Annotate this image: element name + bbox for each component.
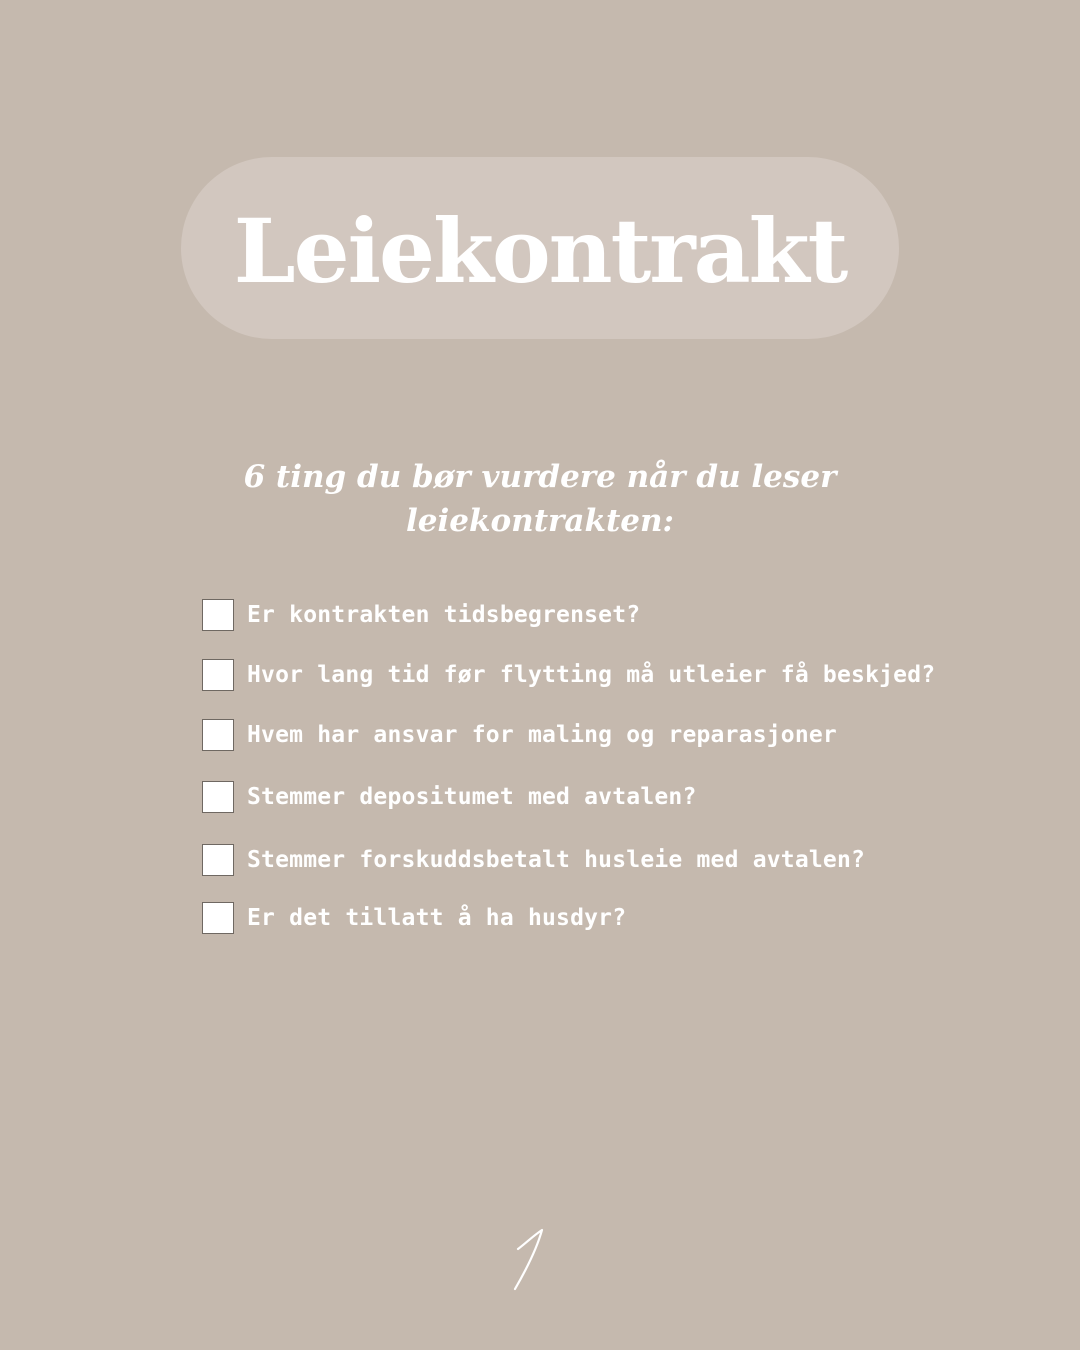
- checkbox[interactable]: [202, 844, 234, 876]
- checklist-item: [202, 717, 837, 753]
- checklist-item-label: Stemmer depositumet med avtalen?: [247, 784, 697, 810]
- subtitle-line-2: leiekontrakten:: [406, 503, 674, 539]
- checklist-item: [202, 657, 935, 693]
- checklist-item-label: Hvor lang tid før flytting må utleier få beskjed?: [247, 662, 936, 688]
- checkbox[interactable]: [202, 659, 234, 691]
- title-pill: [181, 157, 899, 339]
- checklist-item: [202, 597, 640, 633]
- checkbox[interactable]: [202, 599, 234, 631]
- checklist-item-label: Stemmer forskuddsbetalt husleie med avtalen?: [247, 847, 866, 873]
- checklist-item-label: Hvem har ansvar for maling og reparasjoner: [247, 722, 837, 748]
- checklist-item: [202, 779, 697, 815]
- checkbox[interactable]: [202, 781, 234, 813]
- page-number: [500, 1222, 560, 1294]
- checkbox[interactable]: [202, 719, 234, 751]
- checkbox[interactable]: [202, 902, 234, 934]
- page-title: Leiekontrakt: [233, 199, 847, 303]
- subtitle: [180, 455, 900, 543]
- checklist-item: [202, 842, 865, 878]
- checklist-item: [202, 900, 626, 936]
- subtitle-line-1: 6 ting du bør vurdere når du leser: [243, 459, 837, 495]
- checklist-item-label: Er kontrakten tidsbegrenset?: [247, 602, 641, 628]
- checklist-item-label: Er det tillatt å ha husdyr?: [247, 905, 627, 931]
